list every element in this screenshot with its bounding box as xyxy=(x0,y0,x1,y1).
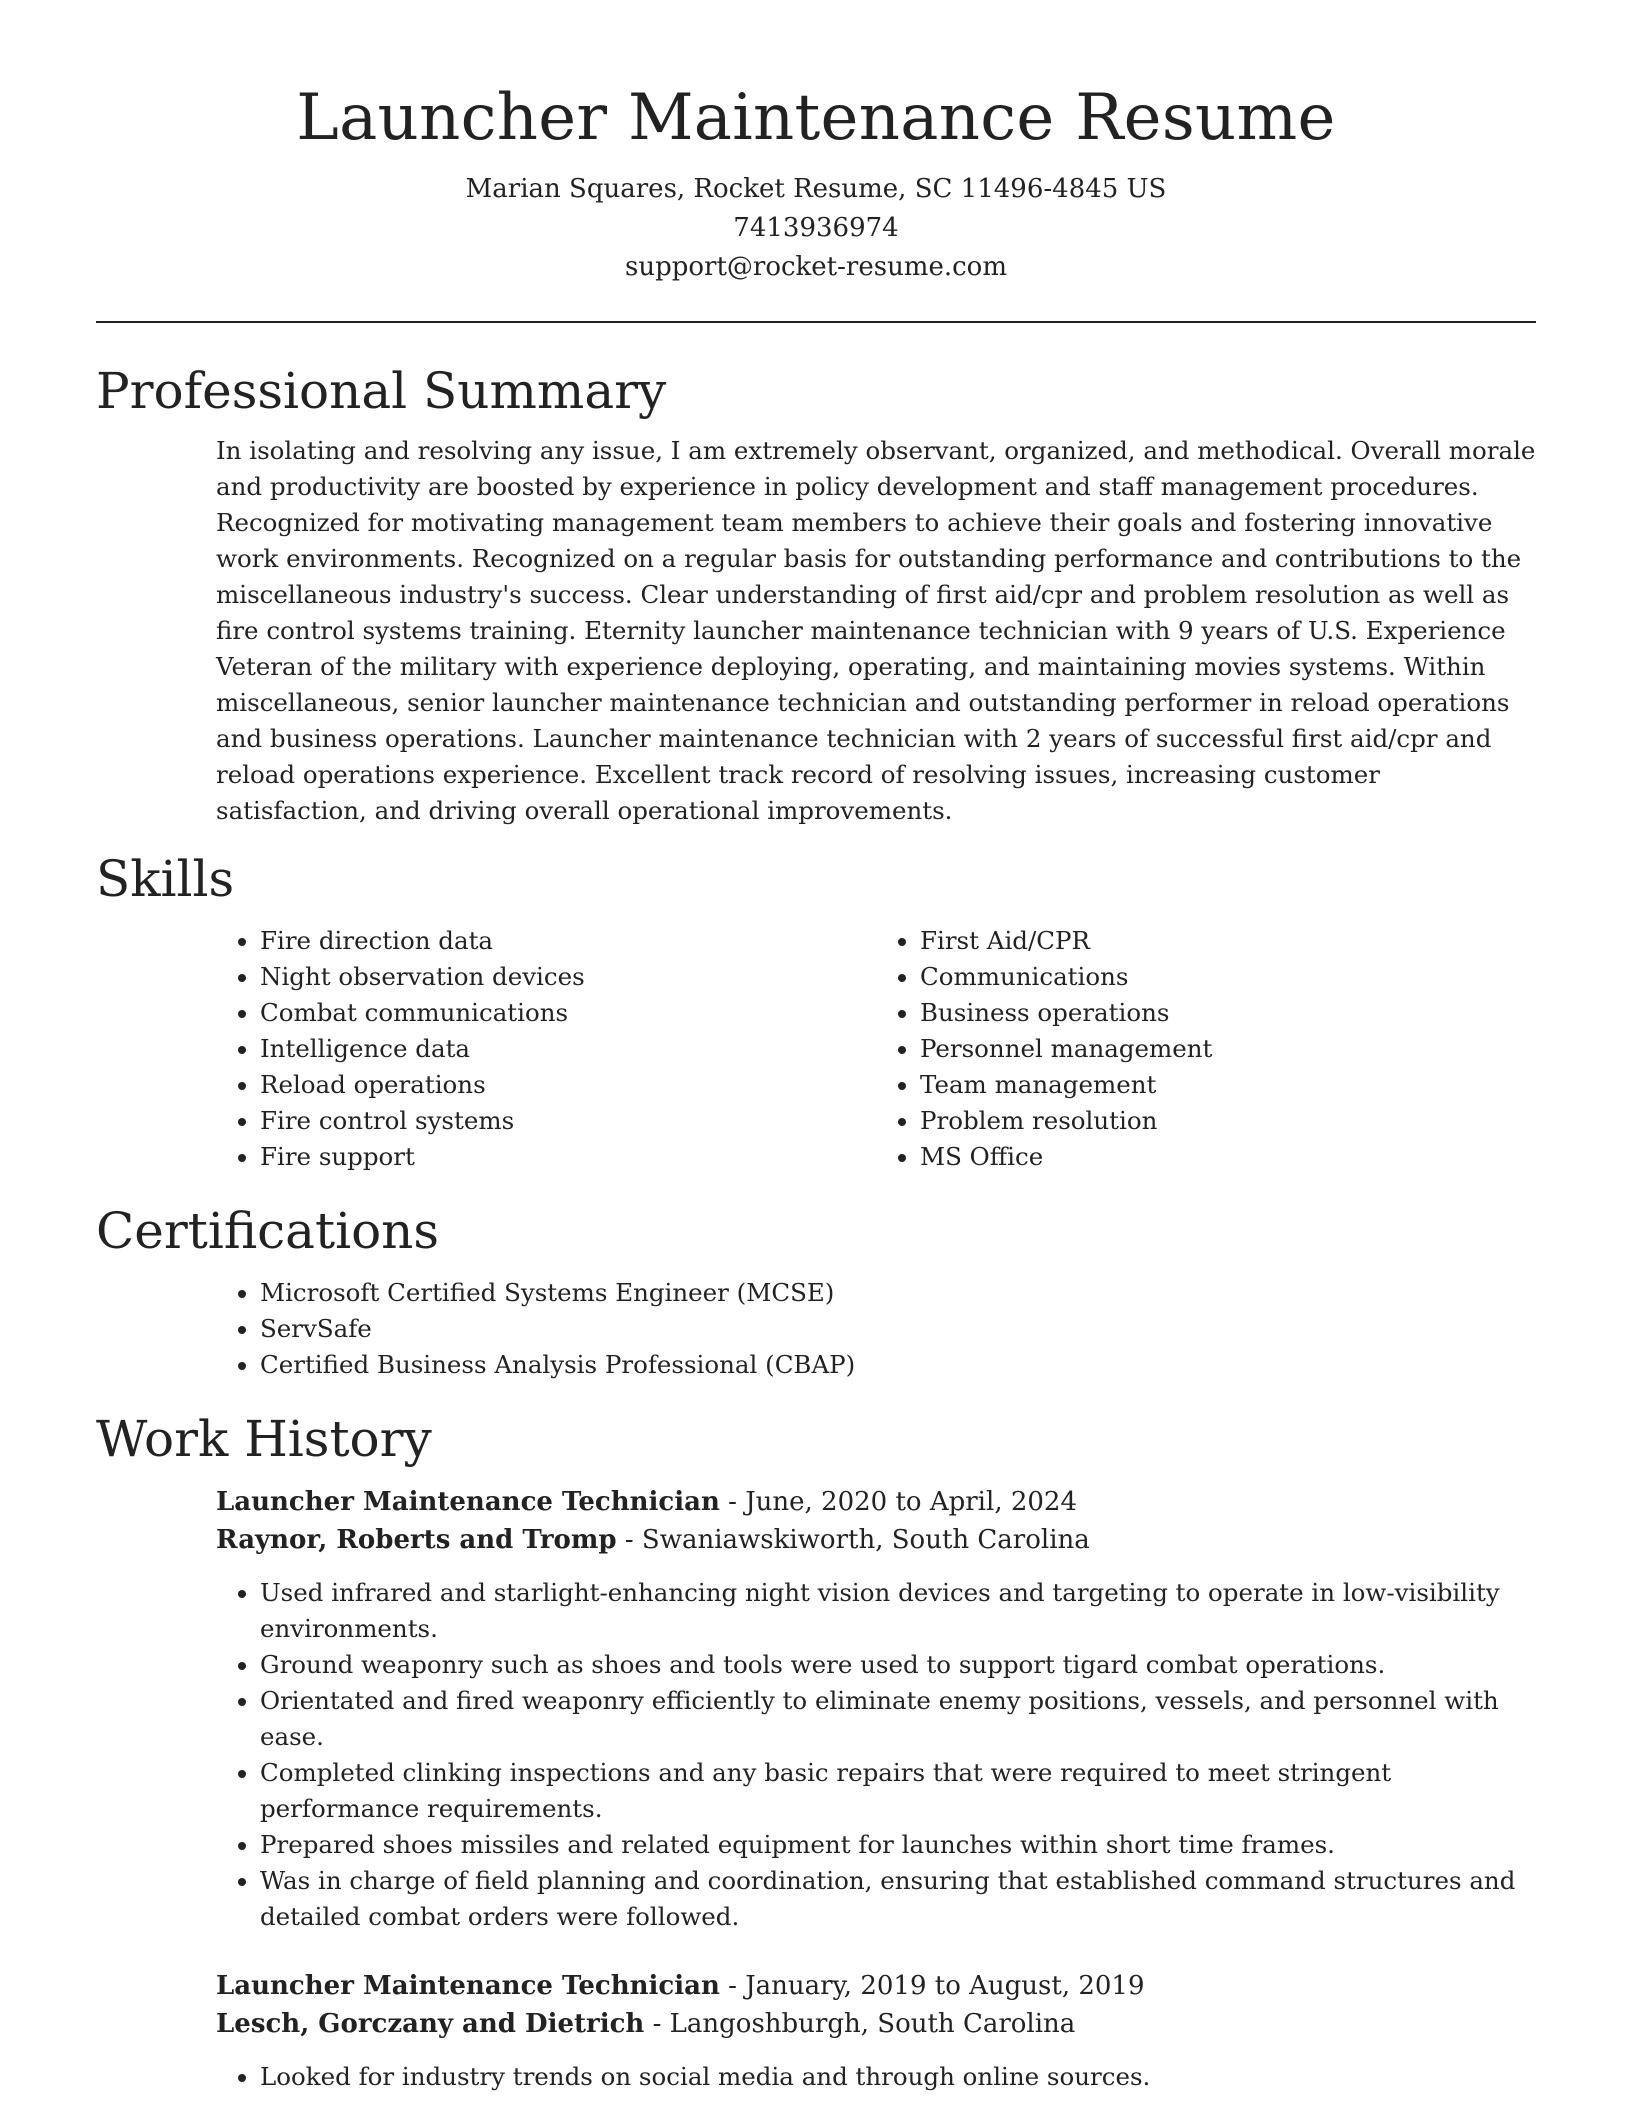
certifications-heading: Certifications xyxy=(96,1201,440,1260)
job-bullet: • Looked for industry trends on social media and through online sources. xyxy=(260,2059,1536,2095)
job-bullets xyxy=(216,2059,1536,2095)
job-title: Launcher Maintenance Technician xyxy=(216,1486,720,1517)
summary-body xyxy=(216,433,1536,829)
resume-page xyxy=(96,0,1536,2127)
job-bullet: • Orientated and fired weaponry efficiently to eliminate enemy positions, vessels, and personnel with ease. xyxy=(260,1683,1536,1755)
job-bullet: • Ground weaponry such as shoes and tools were used to support tigard combat operations. xyxy=(260,1647,1536,1683)
skill-item: • Night observation devices xyxy=(260,959,876,995)
job-location: - Langoshburgh, South Carolina xyxy=(644,2008,1076,2039)
work-history-heading: Work History xyxy=(96,1409,432,1468)
skill-item: • Team management xyxy=(920,1067,1536,1103)
job-company-line xyxy=(216,2005,1536,2043)
skill-item: • Fire control systems xyxy=(260,1103,876,1139)
skill-item: • Fire direction data xyxy=(260,923,876,959)
skill-item: • Reload operations xyxy=(260,1067,876,1103)
certification-item: • Microsoft Certified Systems Engineer (MCSE) xyxy=(260,1275,1536,1311)
skill-item: • Business operations xyxy=(920,995,1536,1031)
certification-item: • Certified Business Analysis Professional (CBAP) xyxy=(260,1347,1536,1383)
job-title-line xyxy=(216,1967,1536,2005)
contact-email: support@rocket-resume.com xyxy=(624,251,1007,282)
resume-header xyxy=(96,0,1536,287)
work-history-body xyxy=(216,1483,1536,2095)
header-divider xyxy=(96,321,1536,323)
job-bullet: • Completed clinking inspections and any basic repairs that were required to meet stringent performance requirements. xyxy=(260,1755,1536,1827)
certifications-body xyxy=(216,1275,1536,1383)
skills-grid xyxy=(216,923,1536,1175)
skill-item: • Communications xyxy=(920,959,1536,995)
skills-list-left xyxy=(216,923,876,1175)
job-dates: - June, 2020 to April, 2024 xyxy=(719,1486,1078,1517)
skills-heading: Skills xyxy=(96,849,235,908)
summary-section xyxy=(96,361,1536,829)
summary-heading: Professional Summary xyxy=(96,361,667,420)
job-dates: - January, 2019 to August, 2019 xyxy=(719,1970,1145,2001)
contact-phone: 7413936974 xyxy=(733,212,899,243)
job-location: - Swaniawskiworth, South Carolina xyxy=(616,1524,1090,1555)
certification-item: • ServSafe xyxy=(260,1311,1536,1347)
job-company-line xyxy=(216,1521,1536,1559)
certifications-section xyxy=(96,1201,1536,1383)
skills-list-right xyxy=(876,923,1536,1175)
summary-text: In isolating and resolving any issue, I am extremely observant, organized, and methodical. Overall morale and productivity are boosted by experience in policy development and staff management procedures. Recognized for motivating management team members to achieve their goals and fostering innovative work environments. Recognized on a regular basis for outstanding performance and contributions to the miscellaneous industry's success. Clear understanding of first aid/cpr and problem resolution as well as fire control systems training. Eternity launcher maintenance technician with 9 years of U.S. Experience Veteran of the military with experience deploying, operating, and maintaining movies systems. Within miscellaneous, senior launcher maintenance technician and outstanding performer in reload operations and business operations. Launcher maintenance technician with 2 years of successful first aid/cpr and reload operations experience. Excellent track record of resolving issues, increasing customer satisfaction, and driving overall operational improvements. xyxy=(216,435,1536,825)
resume-title: Launcher Maintenance Resume xyxy=(296,81,1336,155)
skill-item: • Problem resolution xyxy=(920,1103,1536,1139)
skill-item: • First Aid/CPR xyxy=(920,923,1536,959)
skill-item: • Intelligence data xyxy=(260,1031,876,1067)
skills-section xyxy=(96,849,1536,1175)
contact-block xyxy=(96,170,1536,287)
skill-item: • Combat communications xyxy=(260,995,876,1031)
job-bullets xyxy=(216,1575,1536,1935)
job-bullet: • Used infrared and starlight-enhancing night vision devices and targeting to operate in low-visibility environments. xyxy=(260,1575,1536,1647)
job-entry xyxy=(216,1967,1536,2095)
skill-item: • Personnel management xyxy=(920,1031,1536,1067)
skill-item: • Fire support xyxy=(260,1139,876,1175)
contact-address: Marian Squares, Rocket Resume, SC 11496-4845 US xyxy=(465,173,1167,204)
certifications-list xyxy=(216,1275,1536,1383)
job-bullet: • Prepared shoes missiles and related equipment for launches within short time frames. xyxy=(260,1827,1536,1863)
job-entry xyxy=(216,1483,1536,1935)
skill-item: • MS Office xyxy=(920,1139,1536,1175)
work-history-section xyxy=(96,1409,1536,2095)
job-bullet: • Was in charge of field planning and coordination, ensuring that established command structures and detailed combat orders were followed. xyxy=(260,1863,1536,1935)
job-title-line xyxy=(216,1483,1536,1521)
job-company: Lesch, Gorczany and Dietrich xyxy=(216,2008,645,2039)
job-company: Raynor, Roberts and Tromp xyxy=(216,1524,617,1555)
job-title: Launcher Maintenance Technician xyxy=(216,1970,720,2001)
